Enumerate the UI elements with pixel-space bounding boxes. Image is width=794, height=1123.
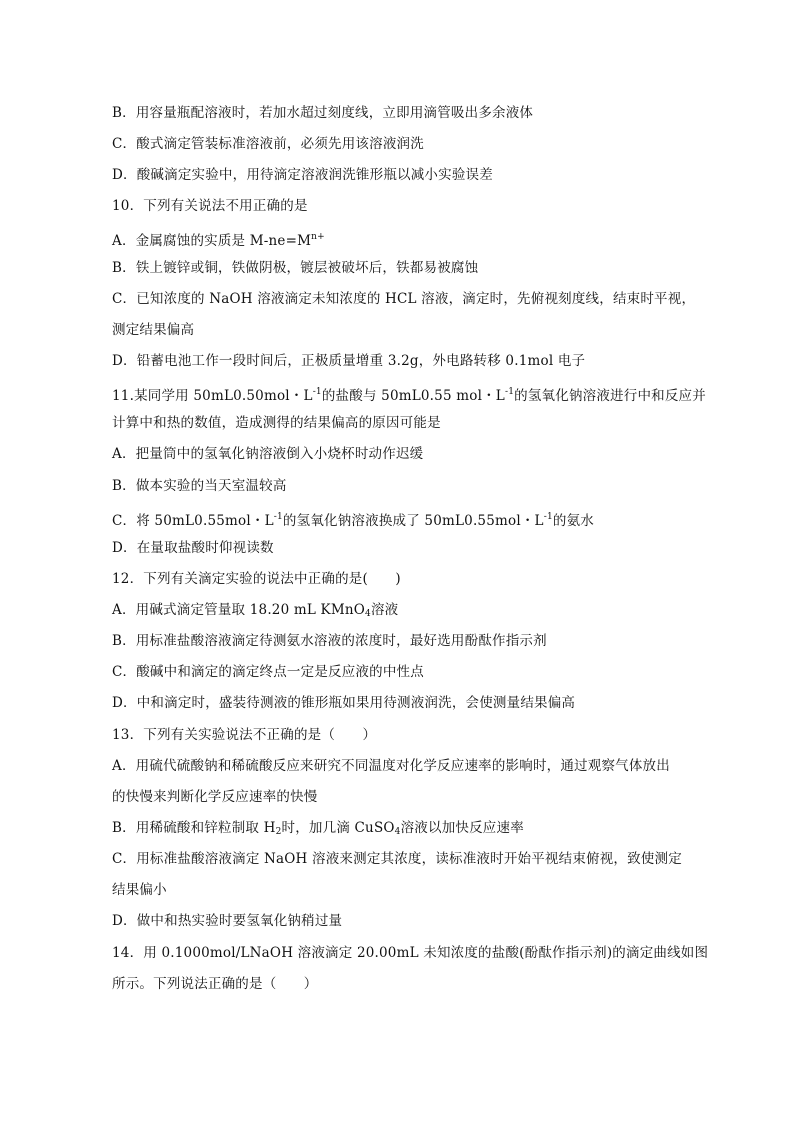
superscript: -1 (543, 512, 553, 522)
q9-option-b: B．用容量瓶配溶液时，若加水超过刻度线，立即用滴管吸出多余液体 (112, 105, 534, 121)
q10-option-c-cont: 测定结果偏高 (112, 322, 195, 338)
subscript: 2 (275, 827, 282, 837)
q11-option-b: B．做本实验的当天室温较高 (112, 478, 287, 494)
q10-option-b: B．铁上镀锌或铜，铁做阴极，镀层被破坏后，铁都易被腐蚀 (112, 260, 479, 276)
q13-option-b: B．用稀硫酸和锌粒制取 $H_2$时，加几滴 CuSO$_4$溶液以加快反应速率 (112, 820, 524, 837)
q12-option-a: A．用碱式滴定管量取 18.20 mL KMnO$_4$溶液 (112, 602, 399, 619)
q9-option-c: C．酸式滴定管装标准溶液前，必须先用该溶液润洗 (112, 136, 424, 152)
q10-option-a: A．金属腐蚀的实质是 $M-ne=M^{n+}$ (112, 232, 325, 249)
superscript: -1 (312, 387, 322, 397)
q14-stem: 14．用 0.1000mol/LNaOH 溶液滴定 20.00mL 未知浓度的盐酸(酚酞作指示剂)的滴定曲线如图 (112, 945, 709, 961)
q13-option-c-cont: 结果偏小 (112, 882, 167, 898)
subscript: 4 (365, 609, 371, 619)
q14-stem-cont: 所示。下列说法正确的是（ ） (112, 976, 318, 992)
q12-option-b: B．用标准盐酸溶液滴定待测氨水溶液的浓度时，最好选用酚酞作指示剂 (112, 633, 547, 649)
q10-option-d: D．铅蓄电池工作一段时间后，正极质量增重 3.2g，外电路转移 0.1mol 电子 (112, 353, 586, 369)
q11-stem-cont: 计算中和热的数值，造成测得的结果偏高的原因可能是 (112, 415, 441, 431)
superscript: n+ (311, 232, 325, 242)
q13-stem: 13．下列有关实验说法不正确的是（ ） (112, 727, 377, 743)
q10-option-c: C．已知浓度的 NaOH 溶液滴定未知浓度的 HCL 溶液，滴定时，先俯视刻度线，结束时平视， (112, 291, 696, 307)
q9-option-d: D．酸碱滴定实验中，用待滴定溶液润洗锥形瓶以减小实验误差 (112, 167, 493, 183)
q13-option-c: C．用标准盐酸溶液滴定 NaOH 溶液来测定其浓度，读标准液时开始平视结束俯视，致使测定 (112, 851, 682, 867)
q12-option-c: C．酸碱中和滴定的滴定终点一定是反应液的中性点 (112, 664, 424, 680)
q11-option-c: C．将 50mL0.55mol・$L^{-1}$的氢氧化钠溶液换成了 50mL0.55mol・$L^{-1}$的氨水 (112, 512, 595, 529)
subscript: 4 (394, 827, 401, 837)
q11-stem: 11.某同学用 50mL0.50mol・$L^{-1}$的盐酸与 50mL0.55 mol・$L^{-1}$的氢氧化钠溶液进行中和反应并 (112, 387, 706, 404)
q13-option-a-cont: 的快慢来判断化学反应速率的快慢 (112, 789, 318, 805)
q11-option-d: D．在量取盐酸时仰视读数 (112, 540, 274, 556)
q13-option-d: D．做中和热实验时要氢氧化钠稍过量 (112, 913, 343, 929)
q10-stem: 10．下列有关说法不用正确的是 (112, 198, 308, 214)
q11-option-a: A．把量筒中的氢氧化钠溶液倒入小烧杯时动作迟缓 (112, 446, 424, 462)
superscript: -1 (273, 512, 283, 522)
q13-option-a: A．用硫代硫酸钠和稀硫酸反应来研究不同温度对化学反应速率的影响时，通过观察气体放出 (112, 758, 670, 774)
superscript: -1 (504, 387, 515, 397)
q12-stem: 12．下列有关滴定实验的说法中正确的是( ) (112, 571, 401, 587)
q12-option-d: D．中和滴定时，盛装待测液的锥形瓶如果用待测液润洗，会使测量结果偏高 (112, 695, 576, 711)
